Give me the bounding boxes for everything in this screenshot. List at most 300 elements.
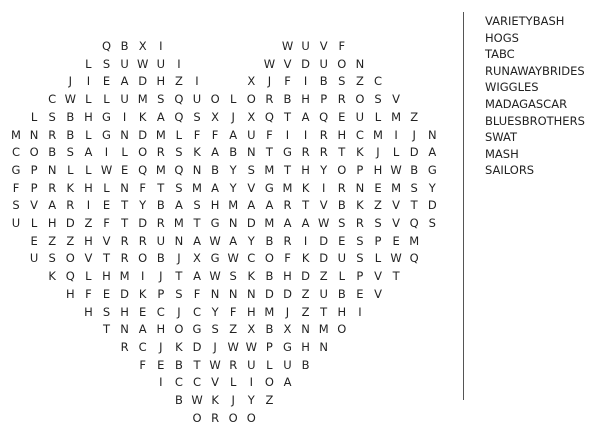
grid-letter[interactable]: O	[228, 410, 238, 425]
grid-letter[interactable]: N	[228, 286, 238, 301]
grid-letter[interactable]: A	[174, 198, 183, 213]
grid-letter[interactable]: H	[84, 109, 93, 124]
grid-letter[interactable]: R	[138, 233, 147, 248]
grid-letter[interactable]: G	[210, 251, 220, 266]
grid-letter[interactable]: P	[320, 92, 328, 107]
grid-letter[interactable]: U	[156, 56, 165, 71]
grid-letter[interactable]: B	[265, 269, 274, 284]
grid-letter[interactable]: S	[374, 92, 382, 107]
grid-letter[interactable]: H	[301, 162, 310, 177]
grid-letter[interactable]: M	[282, 180, 293, 195]
grid-letter[interactable]: S	[193, 198, 201, 213]
grid-letter[interactable]: V	[392, 92, 401, 107]
grid-letter[interactable]: G	[11, 162, 21, 177]
grid-letter[interactable]: W	[245, 339, 257, 354]
grid-letter[interactable]: S	[338, 216, 346, 230]
grid-letter[interactable]: A	[283, 375, 292, 390]
grid-letter[interactable]: L	[67, 162, 74, 177]
grid-letter[interactable]: O	[192, 410, 202, 425]
grid-letter[interactable]: U	[301, 39, 310, 53]
grid-letter[interactable]: M	[137, 92, 148, 107]
grid-letter[interactable]: B	[265, 322, 274, 337]
grid-letter[interactable]: Q	[319, 109, 329, 124]
grid-letter[interactable]: N	[192, 162, 202, 177]
grid-letter[interactable]: R	[156, 145, 165, 160]
grid-letter[interactable]: T	[302, 198, 310, 213]
grid-letter[interactable]: A	[193, 269, 201, 284]
grid-letter[interactable]: L	[85, 162, 92, 177]
grid-letter[interactable]: F	[211, 127, 219, 142]
grid-letter[interactable]: A	[211, 145, 220, 160]
grid-letter[interactable]: T	[338, 145, 346, 160]
grid-letter[interactable]: T	[102, 251, 111, 266]
grid-letter[interactable]: R	[120, 251, 129, 266]
grid-letter[interactable]: S	[428, 216, 436, 230]
grid-letter[interactable]: H	[373, 162, 383, 177]
grid-letter[interactable]: W	[390, 251, 402, 266]
grid-letter[interactable]: A	[428, 145, 437, 160]
grid-letter[interactable]: A	[138, 322, 147, 337]
grid-letter[interactable]: C	[174, 375, 183, 390]
grid-letter[interactable]: V	[211, 375, 220, 390]
grid-letter[interactable]: S	[157, 92, 165, 107]
grid-letter[interactable]: Z	[229, 322, 238, 337]
grid-letter[interactable]: U	[319, 286, 328, 301]
grid-letter[interactable]: G	[102, 109, 111, 124]
grid-letter[interactable]: V	[319, 198, 328, 213]
grid-letter[interactable]: R	[301, 145, 310, 160]
grid-letter[interactable]: B	[211, 162, 220, 177]
grid-letter[interactable]: W	[137, 56, 149, 71]
grid-letter[interactable]: G	[427, 162, 437, 177]
grid-letter[interactable]: C	[138, 339, 147, 354]
grid-letter[interactable]: B	[156, 198, 165, 213]
grid-letter[interactable]: O	[210, 92, 220, 107]
grid-letter[interactable]: S	[356, 233, 364, 248]
grid-letter[interactable]: Q	[174, 109, 184, 124]
grid-letter[interactable]: S	[12, 198, 20, 213]
grid-letter[interactable]: Z	[355, 74, 364, 89]
grid-letter[interactable]: C	[192, 375, 202, 390]
grid-letter[interactable]: J	[231, 109, 235, 124]
grid-letter[interactable]: B	[120, 39, 129, 53]
grid-letter[interactable]: K	[193, 145, 201, 160]
grid-letter[interactable]: M	[373, 127, 383, 142]
grid-letter[interactable]: X	[247, 109, 256, 124]
grid-letter[interactable]: N	[47, 162, 57, 177]
grid-letter[interactable]: N	[228, 216, 238, 230]
grid-letter[interactable]: Z	[84, 216, 93, 230]
grid-letter[interactable]: N	[120, 322, 129, 337]
grid-letter[interactable]: E	[30, 233, 38, 248]
grid-letter[interactable]: T	[392, 269, 400, 284]
grid-letter[interactable]: F	[139, 180, 146, 195]
grid-letter[interactable]: B	[48, 145, 57, 160]
grid-letter[interactable]: S	[410, 180, 418, 195]
grid-letter[interactable]: R	[48, 127, 57, 142]
grid-letter[interactable]: W	[191, 393, 203, 407]
grid-letter[interactable]: A	[193, 233, 201, 248]
grid-letter[interactable]: O	[138, 145, 148, 160]
grid-letter[interactable]: O	[337, 56, 347, 71]
grid-letter[interactable]: N	[355, 180, 365, 195]
grid-letter[interactable]: R	[229, 357, 238, 372]
grid-letter[interactable]: F	[284, 251, 291, 266]
grid-letter[interactable]: B	[174, 357, 183, 372]
grid-letter[interactable]: K	[66, 180, 75, 195]
grid-letter[interactable]: M	[155, 127, 166, 142]
grid-letter[interactable]: R	[211, 410, 220, 425]
grid-letter[interactable]: E	[139, 304, 147, 319]
grid-letter[interactable]: V	[247, 180, 256, 195]
grid-letter[interactable]: L	[85, 269, 92, 284]
grid-letter[interactable]: H	[102, 269, 111, 284]
grid-letter[interactable]: W	[227, 251, 239, 266]
grid-letter[interactable]: B	[337, 286, 346, 301]
grid-letter[interactable]: T	[320, 304, 328, 319]
grid-letter[interactable]: E	[338, 233, 346, 248]
grid-letter[interactable]: B	[66, 109, 75, 124]
grid-letter[interactable]: D	[192, 339, 202, 354]
grid-letter[interactable]: F	[193, 286, 201, 301]
grid-letter[interactable]: P	[374, 233, 382, 248]
grid-letter[interactable]: U	[156, 233, 165, 248]
grid-letter[interactable]: E	[338, 109, 346, 124]
grid-letter[interactable]: T	[283, 109, 292, 124]
grid-letter[interactable]: M	[119, 269, 130, 284]
grid-letter[interactable]: A	[120, 74, 129, 89]
grid-letter[interactable]: B	[337, 198, 346, 213]
grid-letter[interactable]: X	[247, 322, 256, 337]
grid-letter[interactable]: C	[156, 304, 165, 319]
grid-letter[interactable]: N	[120, 127, 129, 142]
grid-letter[interactable]: H	[337, 304, 347, 319]
grid-letter[interactable]: R	[265, 92, 274, 107]
grid-letter[interactable]: A	[156, 109, 165, 124]
grid-letter[interactable]: H	[301, 92, 310, 107]
grid-letter[interactable]: Z	[66, 233, 75, 248]
grid-letter[interactable]: V	[30, 198, 39, 213]
grid-letter[interactable]: M	[173, 216, 184, 230]
grid-letter[interactable]: N	[246, 145, 256, 160]
grid-letter[interactable]: S	[356, 251, 364, 266]
grid-letter[interactable]: I	[285, 127, 290, 142]
grid-letter[interactable]: J	[231, 393, 235, 407]
grid-letter[interactable]: F	[103, 216, 110, 230]
grid-letter[interactable]: O	[337, 322, 347, 337]
grid-letter[interactable]: S	[48, 251, 56, 266]
grid-letter[interactable]: K	[301, 180, 310, 195]
grid-letter[interactable]: Z	[48, 233, 57, 248]
grid-letter[interactable]: H	[246, 304, 256, 319]
grid-letter[interactable]: J	[68, 74, 72, 89]
grid-letter[interactable]: S	[193, 109, 201, 124]
grid-letter[interactable]: L	[374, 251, 382, 266]
grid-letter[interactable]: F	[266, 127, 273, 142]
grid-letter[interactable]: G	[210, 216, 220, 230]
grid-letter[interactable]: O	[264, 251, 274, 266]
grid-letter[interactable]: N	[355, 56, 365, 71]
grid-letter[interactable]: P	[356, 269, 364, 284]
grid-letter[interactable]: Q	[174, 162, 184, 177]
grid-letter[interactable]: S	[175, 180, 183, 195]
grid-letter[interactable]: J	[159, 339, 163, 354]
grid-letter[interactable]: Q	[409, 216, 419, 230]
grid-letter[interactable]: L	[338, 269, 345, 284]
grid-letter[interactable]: V	[84, 251, 93, 266]
grid-letter[interactable]: I	[303, 233, 308, 248]
grid-letter[interactable]: Q	[409, 251, 419, 266]
grid-letter[interactable]: M	[391, 109, 402, 124]
grid-letter[interactable]: G	[283, 339, 292, 354]
grid-letter[interactable]: O	[355, 92, 365, 107]
grid-letter[interactable]: C	[373, 74, 383, 89]
grid-letter[interactable]: E	[120, 162, 129, 177]
grid-letter[interactable]: I	[321, 180, 326, 195]
grid-letter[interactable]: V	[392, 216, 401, 230]
grid-letter[interactable]: N	[301, 322, 310, 337]
grid-letter[interactable]: X	[193, 251, 201, 266]
grid-letter[interactable]: G	[102, 127, 111, 142]
grid-letter[interactable]: B	[410, 162, 419, 177]
grid-letter[interactable]: K	[211, 393, 219, 407]
grid-letter[interactable]: H	[65, 286, 75, 301]
grid-letter[interactable]: R	[283, 198, 292, 213]
grid-letter[interactable]: Z	[301, 304, 310, 319]
grid-letter[interactable]: N	[174, 233, 184, 248]
grid-letter[interactable]: J	[412, 127, 416, 142]
grid-letter[interactable]: K	[301, 251, 310, 266]
grid-letter[interactable]: Z	[174, 74, 183, 89]
grid-letter[interactable]: I	[122, 109, 127, 124]
grid-letter[interactable]: L	[103, 92, 110, 107]
grid-letter[interactable]: M	[228, 198, 239, 213]
grid-letter[interactable]: X	[283, 322, 292, 337]
grid-letter[interactable]: L	[229, 92, 237, 107]
grid-letter[interactable]: S	[175, 145, 183, 160]
grid-letter[interactable]: O	[246, 92, 256, 107]
grid-letter[interactable]: R	[48, 180, 57, 195]
grid-letter[interactable]: U	[120, 56, 129, 71]
grid-letter[interactable]: D	[319, 233, 329, 248]
grid-letter[interactable]: W	[209, 269, 221, 284]
grid-letter[interactable]: D	[138, 74, 148, 89]
grid-letter[interactable]: D	[301, 269, 311, 284]
grid-letter[interactable]: P	[356, 162, 364, 177]
grid-letter[interactable]: O	[29, 145, 39, 160]
grid-letter[interactable]: A	[301, 109, 310, 124]
grid-letter[interactable]: I	[303, 127, 308, 142]
grid-letter[interactable]: W	[209, 233, 221, 248]
grid-letter[interactable]: T	[265, 145, 273, 160]
grid-letter[interactable]: R	[156, 216, 165, 230]
grid-letter[interactable]: R	[319, 127, 328, 142]
grid-letter[interactable]: B	[66, 127, 75, 142]
grid-letter[interactable]: L	[85, 56, 92, 71]
grid-letter[interactable]: M	[318, 322, 329, 337]
grid-letter[interactable]: M	[409, 233, 420, 248]
grid-letter[interactable]: D	[246, 216, 256, 230]
grid-letter[interactable]: S	[374, 216, 382, 230]
grid-letter[interactable]: U	[29, 251, 39, 266]
grid-letter[interactable]: E	[157, 357, 165, 372]
grid-letter[interactable]: D	[138, 127, 148, 142]
grid-letter[interactable]: Q	[264, 109, 274, 124]
grid-letter[interactable]: V	[374, 269, 382, 284]
grid-letter[interactable]: I	[86, 198, 91, 213]
grid-letter[interactable]: C	[355, 127, 364, 142]
grid-letter[interactable]: E	[356, 286, 364, 301]
grid-letter[interactable]: R	[120, 339, 129, 354]
grid-letter[interactable]: W	[227, 339, 239, 354]
grid-letter[interactable]: Q	[65, 269, 75, 284]
grid-letter[interactable]: D	[120, 286, 130, 301]
grid-letter[interactable]: W	[100, 162, 113, 177]
grid-letter[interactable]: A	[301, 216, 310, 230]
grid-letter[interactable]: U	[283, 357, 292, 372]
grid-letter[interactable]: K	[356, 198, 364, 213]
grid-letter[interactable]: R	[337, 92, 346, 107]
grid-letter[interactable]: R	[319, 145, 328, 160]
grid-letter[interactable]: D	[319, 251, 329, 266]
grid-letter[interactable]: T	[193, 357, 201, 372]
grid-letter[interactable]: I	[140, 269, 145, 284]
grid-letter[interactable]: X	[247, 74, 256, 89]
grid-letter[interactable]: D	[301, 56, 311, 71]
grid-letter[interactable]: C	[48, 92, 57, 107]
grid-letter[interactable]: M	[192, 180, 202, 195]
grid-letter[interactable]: L	[30, 109, 38, 124]
grid-letter[interactable]: T	[102, 322, 111, 337]
grid-letter[interactable]: Q	[101, 39, 112, 53]
grid-letter[interactable]: W	[281, 39, 294, 53]
grid-letter[interactable]: N	[29, 127, 39, 142]
grid-letter[interactable]: K	[247, 269, 256, 284]
grid-letter[interactable]: O	[337, 162, 347, 177]
grid-letter[interactable]: B	[265, 233, 274, 248]
grid-letter[interactable]: S	[338, 74, 346, 89]
grid-letter[interactable]: R	[355, 216, 364, 230]
grid-letter[interactable]: L	[103, 180, 110, 195]
grid-letter[interactable]: F	[12, 180, 20, 195]
grid-letter[interactable]: L	[85, 92, 92, 107]
grid-letter[interactable]: T	[410, 198, 418, 213]
grid-letter[interactable]: I	[358, 304, 362, 319]
grid-letter[interactable]: Z	[410, 109, 419, 124]
grid-letter[interactable]: O	[138, 251, 148, 266]
grid-letter[interactable]: A	[283, 216, 292, 230]
grid-letter[interactable]: F	[193, 127, 201, 142]
grid-letter[interactable]: K	[138, 109, 147, 124]
grid-letter[interactable]: J	[285, 304, 290, 319]
grid-letter[interactable]: Q	[138, 162, 148, 177]
grid-letter[interactable]: D	[264, 286, 274, 301]
grid-letter[interactable]: T	[121, 198, 129, 213]
grid-letter[interactable]: G	[283, 145, 292, 160]
grid-letter[interactable]: E	[102, 286, 111, 301]
grid-letter[interactable]: J	[159, 269, 163, 284]
grid-letter[interactable]: T	[175, 269, 183, 284]
grid-letter[interactable]: H	[210, 198, 220, 213]
grid-letter[interactable]: U	[247, 127, 256, 142]
grid-letter[interactable]: J	[213, 339, 217, 354]
grid-letter[interactable]: A	[247, 198, 256, 213]
grid-letter[interactable]: A	[229, 233, 238, 248]
grid-letter[interactable]: N	[210, 286, 220, 301]
grid-letter[interactable]: K	[175, 339, 183, 354]
grid-letter[interactable]: Z	[374, 198, 382, 213]
grid-letter[interactable]: L	[175, 127, 183, 142]
grid-letter[interactable]: A	[265, 198, 274, 213]
grid-letter[interactable]: F	[338, 39, 346, 53]
grid-letter[interactable]: B	[319, 74, 328, 89]
grid-letter[interactable]: W	[263, 56, 276, 71]
grid-letter[interactable]: L	[374, 109, 382, 124]
grid-letter[interactable]: U	[11, 216, 21, 230]
grid-letter[interactable]: V	[392, 198, 401, 213]
grid-letter[interactable]: D	[138, 216, 148, 230]
grid-letter[interactable]: Y	[428, 180, 436, 195]
grid-letter[interactable]: I	[394, 127, 398, 142]
grid-letter[interactable]: V	[102, 233, 111, 248]
grid-letter[interactable]: I	[249, 375, 253, 390]
grid-letter[interactable]: R	[120, 233, 129, 248]
grid-letter[interactable]: H	[156, 322, 166, 337]
grid-letter[interactable]: U	[247, 357, 256, 372]
grid-letter[interactable]: S	[102, 304, 111, 319]
grid-letter[interactable]: C	[192, 304, 202, 319]
grid-letter[interactable]: B	[156, 251, 165, 266]
grid-letter[interactable]: Z	[319, 269, 328, 284]
grid-letter[interactable]: L	[392, 145, 400, 160]
grid-letter[interactable]: N	[319, 339, 328, 354]
grid-letter[interactable]: H	[301, 339, 310, 354]
grid-letter[interactable]: W	[318, 216, 330, 230]
grid-letter[interactable]: U	[192, 92, 202, 107]
grid-letter[interactable]: U	[120, 92, 129, 107]
grid-letter[interactable]: M	[264, 162, 275, 177]
grid-letter[interactable]: A	[229, 127, 238, 142]
grid-letter[interactable]: V	[283, 56, 292, 71]
grid-letter[interactable]: O	[65, 251, 75, 266]
grid-letter[interactable]: H	[120, 304, 129, 319]
grid-letter[interactable]: U	[319, 56, 328, 71]
grid-letter[interactable]: K	[356, 145, 364, 160]
grid-letter[interactable]: H	[84, 180, 93, 195]
grid-letter[interactable]: Y	[211, 304, 219, 319]
grid-letter[interactable]: X	[138, 39, 147, 53]
grid-letter[interactable]: H	[337, 127, 347, 142]
grid-letter[interactable]: I	[303, 74, 308, 89]
grid-letter[interactable]: M	[155, 162, 166, 177]
grid-letter[interactable]: M	[264, 216, 275, 230]
grid-letter[interactable]: Y	[229, 180, 237, 195]
grid-letter[interactable]: E	[102, 198, 111, 213]
grid-letter[interactable]: L	[229, 375, 237, 390]
grid-letter[interactable]: H	[84, 233, 93, 248]
grid-letter[interactable]: Q	[174, 92, 184, 107]
grid-letter[interactable]: L	[30, 216, 38, 230]
grid-letter[interactable]: N	[427, 127, 437, 142]
grid-letter[interactable]: J	[177, 304, 181, 319]
grid-letter[interactable]: Z	[265, 393, 274, 407]
grid-letter[interactable]: K	[138, 286, 147, 301]
grid-letter[interactable]: F	[139, 357, 146, 372]
grid-letter[interactable]: O	[246, 410, 256, 425]
grid-letter[interactable]: D	[409, 145, 419, 160]
grid-letter[interactable]: C	[11, 145, 21, 160]
grid-letter[interactable]: M	[11, 127, 21, 142]
